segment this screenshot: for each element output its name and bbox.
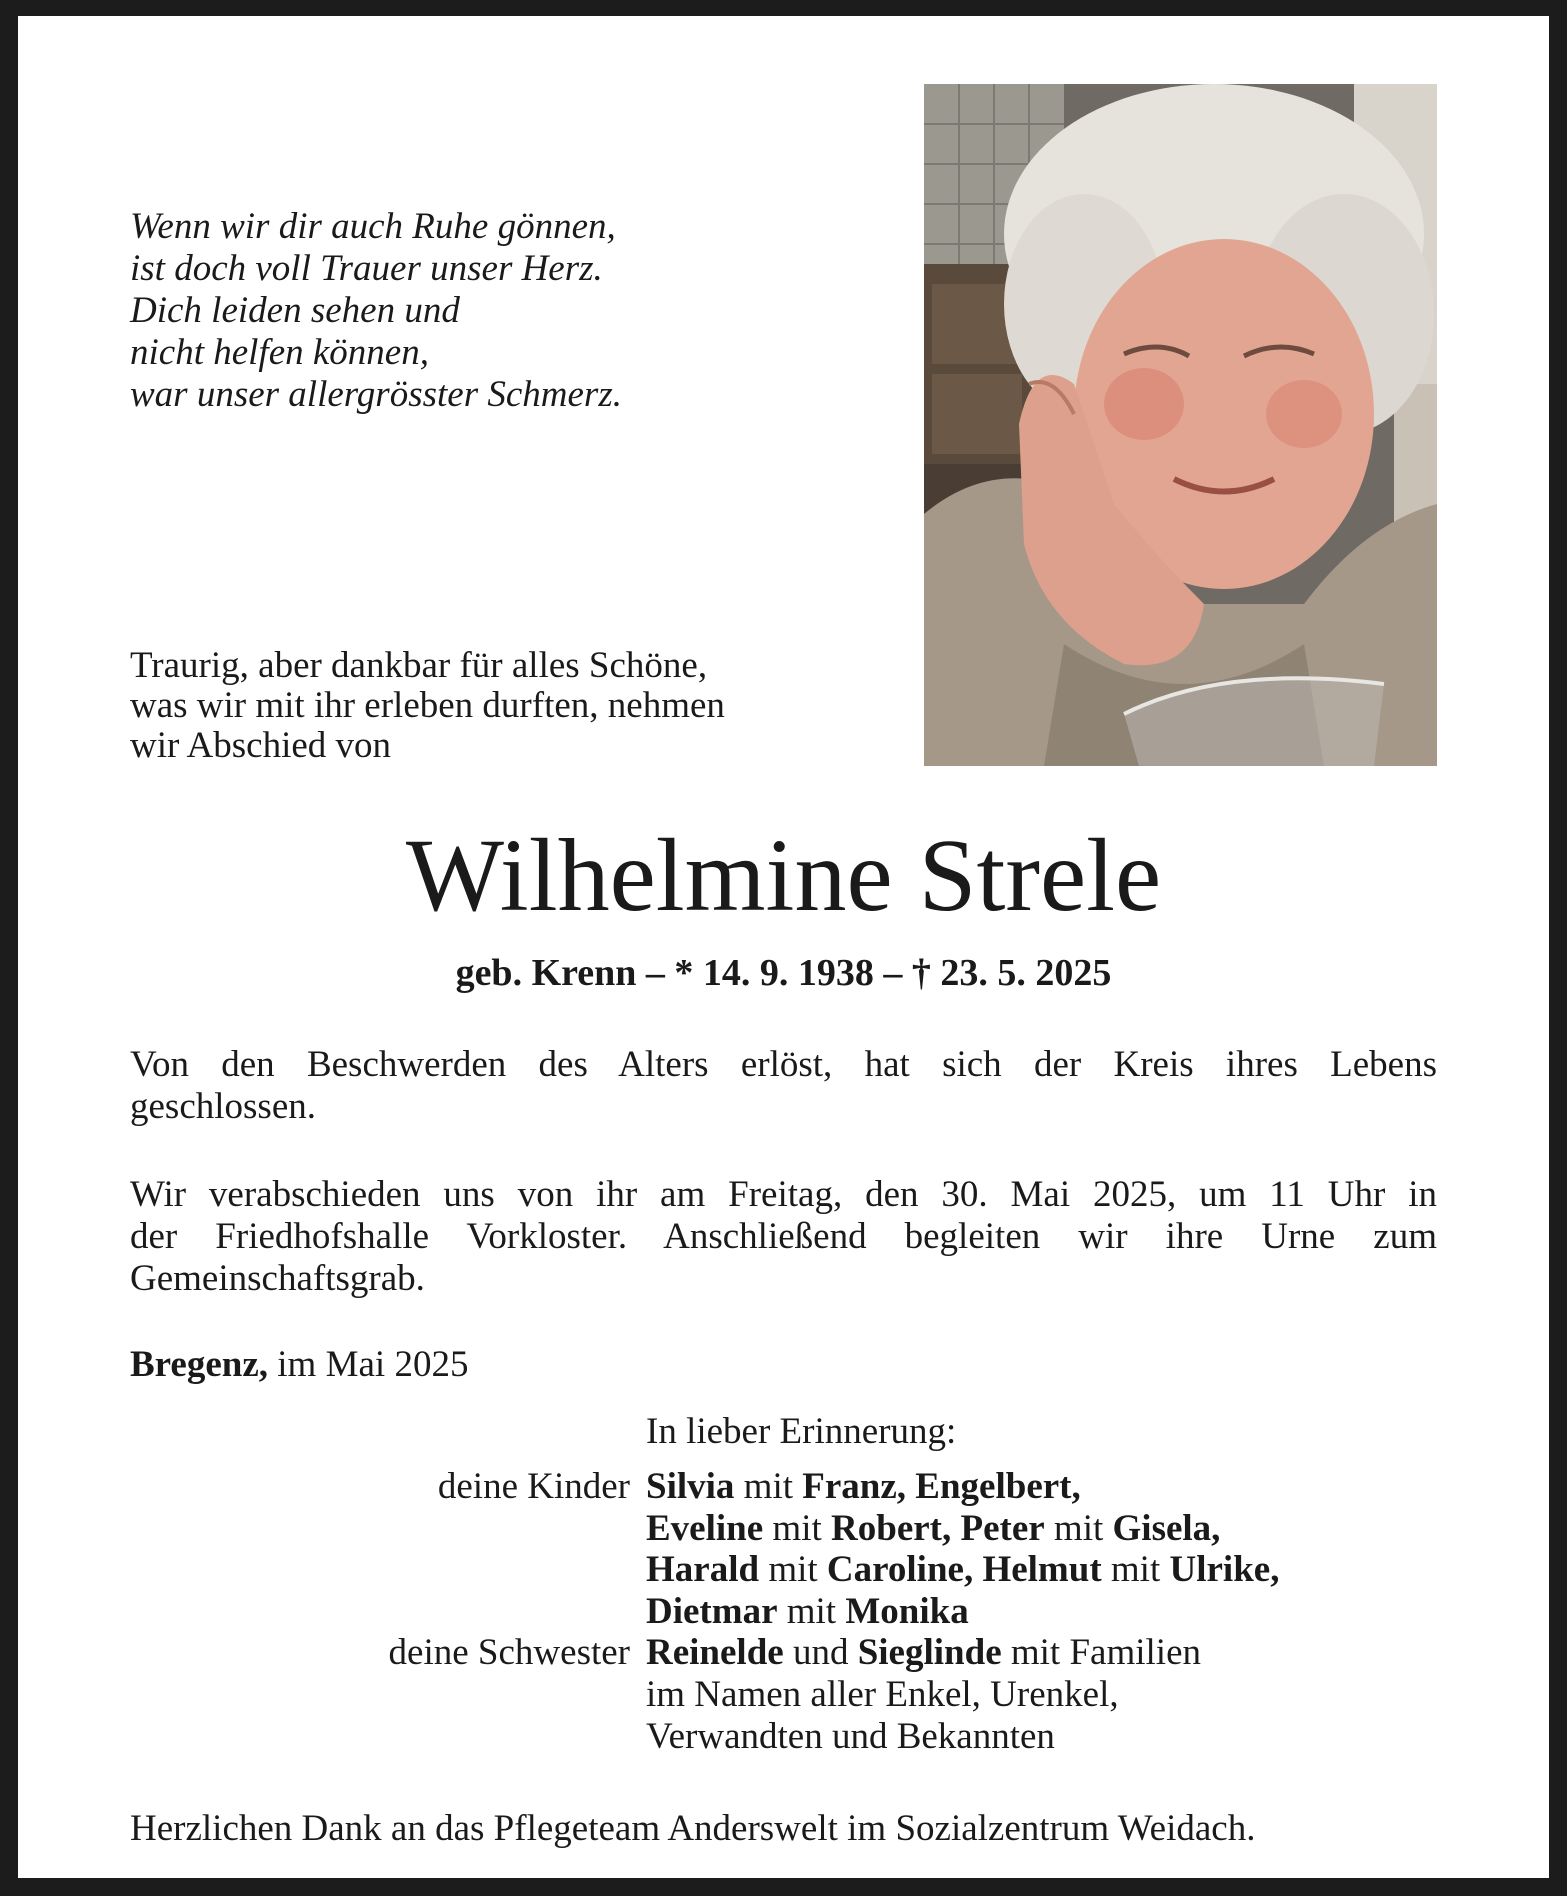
- poem: [130, 206, 770, 416]
- children-row: [130, 1466, 1450, 1632]
- family-list: [130, 1466, 1450, 1757]
- paragraph-release: [130, 1044, 1437, 1128]
- intro-line: was wir mit ihr erleben durften, nehmen: [130, 685, 725, 726]
- memory-heading: In lieber Erinnerung:: [646, 1411, 957, 1452]
- paragraph-line: der Friedhofshalle Vorkloster. Anschließend begleiten wir ihre Urne zum: [130, 1216, 1437, 1257]
- paragraph-funeral: [130, 1174, 1437, 1300]
- intro-text: [130, 646, 810, 766]
- place-city: Bregenz,: [130, 1344, 269, 1385]
- poem-line: Wenn wir dir auch Ruhe gönnen,: [130, 206, 616, 247]
- poem-line: ist doch voll Trauer unser Herz.: [130, 248, 603, 289]
- place-date: [130, 1344, 468, 1386]
- thanks-note: Herzlichen Dank an das Pflegeteam Anderswelt im Sozialzentrum Weidach.: [130, 1808, 1256, 1849]
- paragraph-line: Gemeinschaftsgrab.: [130, 1258, 425, 1299]
- children-names: Silvia mit Franz, Engelbert, Eveline mit Robert, Peter mit Gisela, Harald mit Caroline, Helmut mit Ulrike, Dietmar mit Monika: [646, 1466, 1280, 1632]
- intro-line: Traurig, aber dankbar für alles Schöne,: [130, 645, 708, 686]
- poem-line: Dich leiden sehen und: [130, 290, 460, 331]
- sister-row: [130, 1632, 1450, 1757]
- paragraph-line: Von den Beschwerden des Alters erlöst, hat sich der Kreis ihres Lebens: [130, 1044, 1437, 1085]
- paragraph-line: geschlossen.: [130, 1086, 316, 1127]
- deceased-name: Wilhelmine Strele: [405, 818, 1162, 933]
- place-month: im Mai 2025: [268, 1344, 469, 1385]
- sister-names: Reinelde und Sieglinde mit Familien im Namen aller Enkel, Urenkel, Verwandten und Bekannten: [646, 1632, 1202, 1757]
- children-label: deine Kinder: [437, 1466, 630, 1507]
- poem-line: war unser allergrösster Schmerz.: [130, 374, 622, 415]
- life-dates: geb. Krenn – * 14. 9. 1938 – † 23. 5. 2025: [455, 952, 1112, 994]
- portrait-image: [924, 84, 1437, 766]
- obituary-page: [18, 16, 1549, 1878]
- sister-label: deine Schwester: [388, 1632, 630, 1674]
- intro-line: wir Abschied von: [130, 725, 392, 766]
- portrait-photo: [924, 84, 1437, 766]
- paragraph-line: Wir verabschieden uns von ihr am Freitag, den 30. Mai 2025, um 11 Uhr in: [130, 1174, 1437, 1215]
- poem-line: nicht helfen können,: [130, 332, 429, 373]
